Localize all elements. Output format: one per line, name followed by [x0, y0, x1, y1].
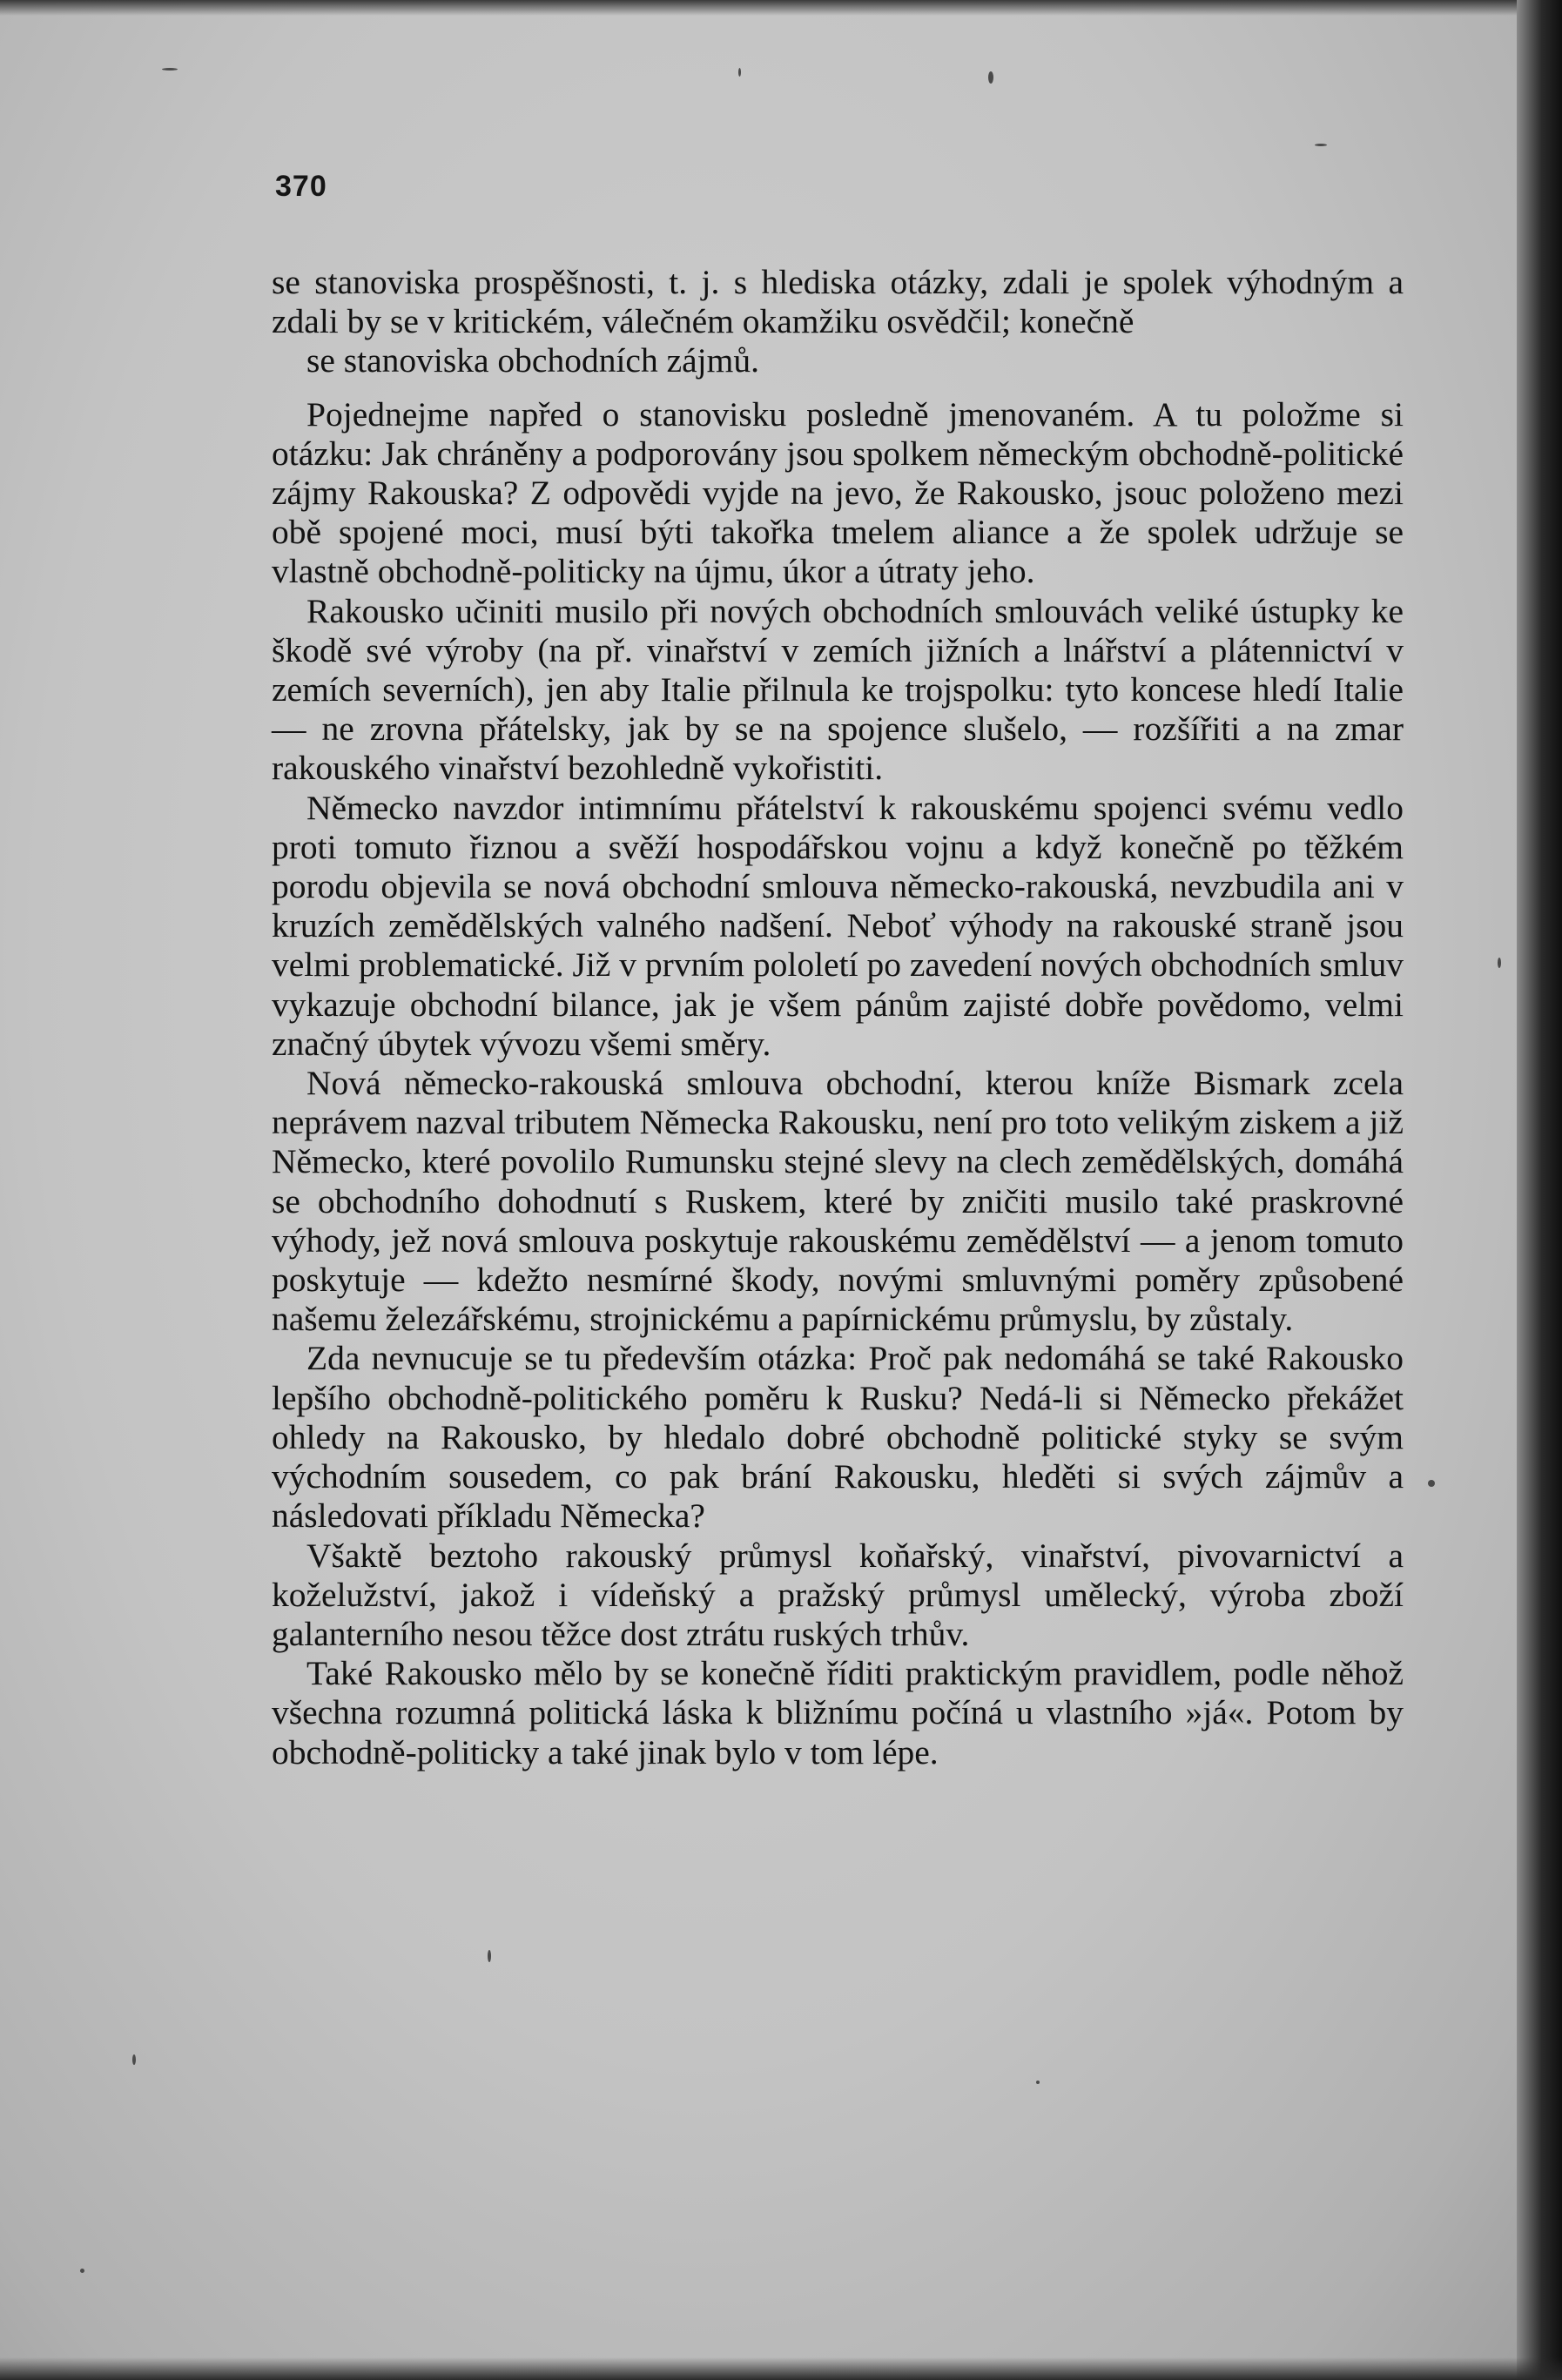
dust-speck [1036, 2081, 1040, 2084]
page-bottom-shadow [0, 2357, 1562, 2380]
dust-speck [988, 71, 993, 84]
paragraph: se stanoviska obchodních zájmů. [306, 341, 759, 380]
paragraph: Zda nevnucuje se tu především otázka: Proč pak nedomáhá se také Rakousko lepšího obchodně-politického poměru k Rusku? Nedá-li si Německo překážet ohledy na Rakousko, by hledalo dobré obchodně politické styky se svým východním sousedem, co pak brání Rakousku, hleděti si svých zájmův a následovati příkladu Německa? [272, 1339, 1404, 1536]
paragraph: Pojednejme napřed o stanovisku posledně jmenovaném. A tu položme si otázku: Jak chráněny a podporovány jsou spolkem německým obchodně-politické zájmy Rakouska? Z odpovědi vyjde na jevo, že Rakousko, jsouc položeno mezi obě spojené moci, musí býti takořka tmelem aliance a že spolek udržuje se vlastně obchodně-politicky na újmu, úkor a útraty jeho. [272, 394, 1404, 591]
paragraph: Všaktě beztoho rakouský průmysl koňařský, vinařství, pivovarnictví a koželužství, jakož i vídeňský a pražský průmysl umělecký, výroba zboží galanterního nesou těžce dost ztrátu ruských trhův. [272, 1536, 1404, 1653]
paragraph: se stanoviska prospěšnosti, t. j. s hlediska otázky, zdali je spolek výhodným a zdali by se v kritickém, válečném okamžiku osvědčil; konečně [272, 263, 1404, 341]
paragraph: Německo navzdor intimnímu přátelství k rakouskému spojenci svému vedlo proti tomuto řiznou a svěží hospodářskou vojnu a když konečně po těžkém porodu objevila se nová obchodní smlouva německo-rakouská, nevzbudila ani v kruzích zemědělských valného nadšení. Neboť výhody na rakouské straně jsou velmi problematické. Již v prvním pololetí po zavedení nových obchodních smluv vykazuje obchodní bilance, jak je všem pánům zajisté dobře povědomo, velmi značný úbytek vývozu všemi směry. [272, 788, 1404, 1063]
paragraph: Rakousko učiniti musilo při nových obchodních smlouvách veliké ústupky ke škodě své výroby (na př. vinařství v zemích jižních a lnářství a plátennictví v zemích severních), jen aby Italie přilnula ke trojspolku: tyto koncese hledí Italie — ne zrovna přátelsky, jak by se na spojence slušelo, — rozšířiti a na zmar rakouského vinařství bezohledně vykořistiti. [272, 591, 1404, 788]
page-top-shadow [0, 0, 1562, 16]
page-right-edge-shadow [1517, 0, 1562, 2380]
dust-speck [132, 2054, 136, 2065]
dust-speck [1315, 144, 1327, 146]
dust-speck [80, 2269, 84, 2273]
paragraph: Nová německo-rakouská smlouva obchodní, kterou kníže Bismark zcela neprávem nazval tributem Německa Rakousku, není pro toto velikým ziskem a již Německo, které povolilo Rumunsku stejné slevy na clech zemědělských, domáhá se obchodního dohodnutí s Ruskem, které by zničiti musilo také praskrovné výhody, jež nová smlouva poskytuje rakouskému zemědělství — a jenom tomuto poskytuje — kdežto nesmírné škody, novými smluvnými poměry způsobené našemu železářskému, strojnickému a papírnickému průmyslu, by zůstaly. [272, 1064, 1404, 1339]
dust-speck [1498, 958, 1501, 968]
dust-speck [738, 68, 741, 77]
dust-speck [488, 1950, 491, 1962]
dust-speck [162, 68, 178, 71]
page-number: 370 [275, 170, 327, 203]
dust-speck [1428, 1480, 1435, 1487]
body-text [272, 263, 1404, 1772]
paragraph: Také Rakousko mělo by se konečně říditi praktickým pravidlem, podle něhož všechna rozumná politická láska k bližnímu počíná u vlastního »já«. Potom by obchodně-politicky a také jinak bylo v tom lépe. [272, 1654, 1404, 1772]
